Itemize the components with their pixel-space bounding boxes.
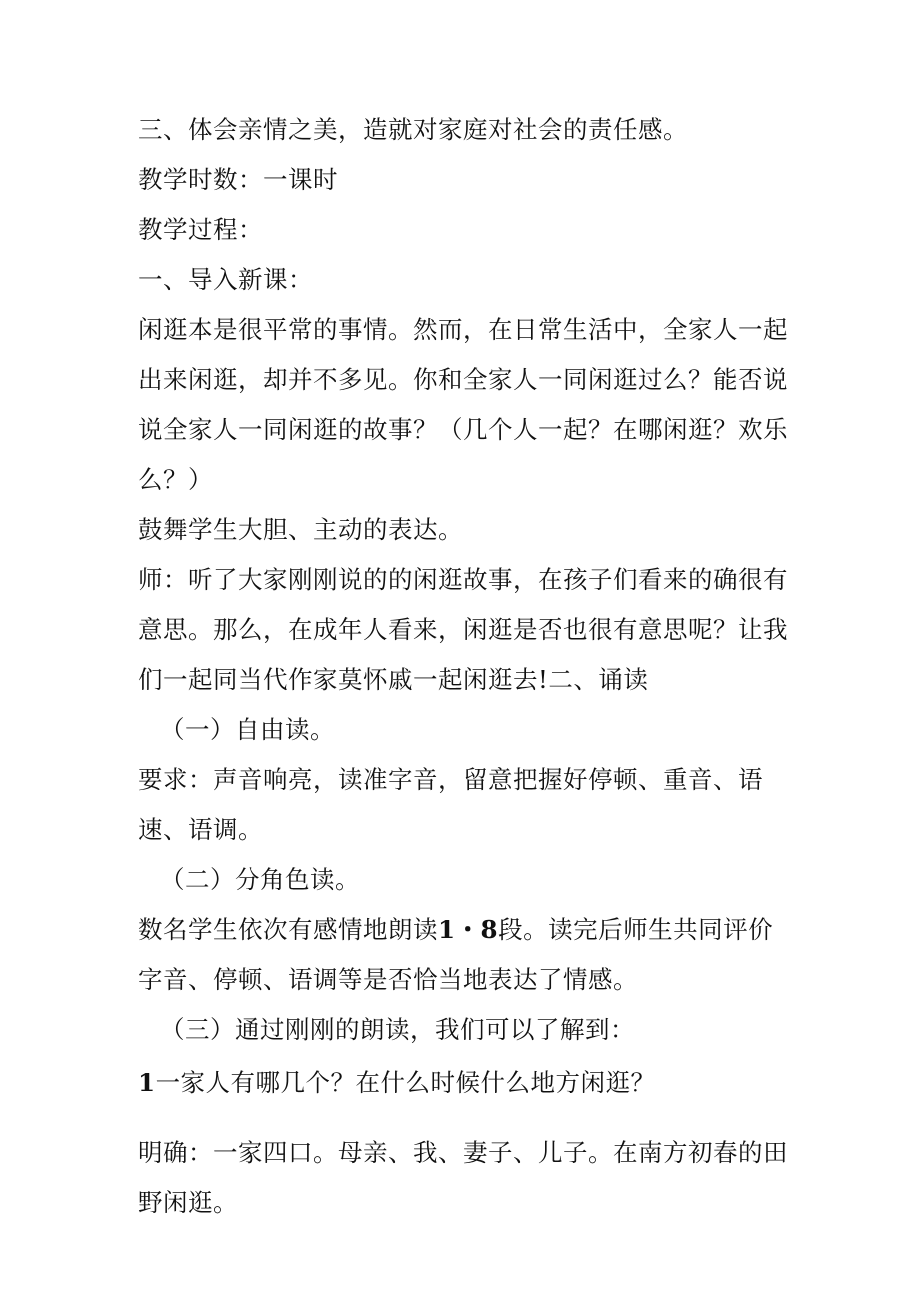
- role-reading-paragraph: [138, 905, 788, 1005]
- question-one-text: 一家人有哪几个？在什么时候什么地方闲逛？: [155, 1068, 656, 1097]
- paragraph-range: 1・8: [438, 915, 499, 944]
- question-number: 1: [138, 1068, 156, 1097]
- teaching-hours: 教学时数：一课时: [138, 165, 338, 194]
- answer-paragraph: 明确：一家四口。母亲、我、妻子、儿子。在南方初春的田野闲逛。: [138, 1138, 788, 1217]
- role-reading-text-b: 段。读完后师生共同评价字音、停顿、语调等是否恰当地表达了情感。: [138, 915, 774, 994]
- role-reading-heading: （二）分角色读。: [160, 865, 360, 894]
- encourage-line: 鼓舞学生大胆、主动的表达。: [138, 515, 463, 544]
- role-reading-text-a: 数名学生依次有感情地朗读: [138, 915, 438, 944]
- understanding-heading: （三）通过刚刚的朗读，我们可以了解到：: [160, 1015, 635, 1044]
- intro-paragraph: 闲逛本是很平常的事情。然而，在日常生活中，全家人一起出来闲逛，却并不多见。你和全家人一同闲逛过么？能否说说全家人一同闲逛的故事？（几个人一起？在哪闲逛？欢乐么？）: [138, 315, 788, 494]
- requirements-paragraph: 要求：声音响亮，读准字音，留意把握好停顿、重音、语速、语调。: [138, 765, 763, 844]
- section-one-heading: 一、导入新课：: [138, 265, 313, 294]
- question-one: [138, 1058, 788, 1108]
- free-reading-heading: （一）自由读。: [160, 715, 335, 744]
- teacher-paragraph: 师：听了大家刚刚说的的闲逛故事，在孩子们看来的确很有意思。那么，在成年人看来，闲逛是否也很有意思呢？让我们一起同当代作家莫怀戚一起闲逛去!二、诵读: [138, 565, 788, 694]
- teaching-process-heading: 教学过程：: [138, 215, 263, 244]
- objective-three: 三、体会亲情之美，造就对家庭对社会的责任感。: [138, 115, 688, 144]
